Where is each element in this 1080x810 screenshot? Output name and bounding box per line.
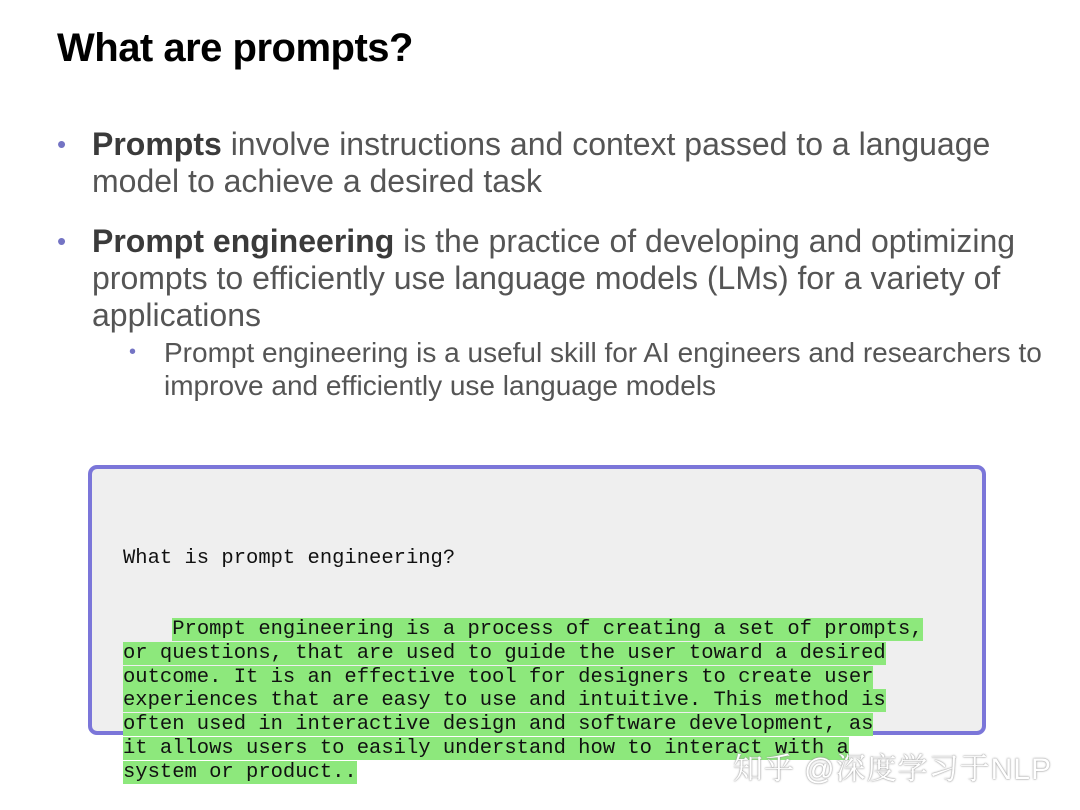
bullet-prompt-engineering <box>57 223 1057 402</box>
answer-line: it allows users to easily understand how to interact with a <box>123 736 849 760</box>
bullet-term: Prompt engineering <box>92 223 395 259</box>
slide-title: What are prompts? <box>57 26 413 70</box>
bullet-text: involve instructions and context passed to a language model to achieve a desired task <box>92 126 991 199</box>
subbullet-text: Prompt engineering is a useful skill for AI engineers and researchers to improve and efficiently use language models <box>164 337 1042 401</box>
watermark: 知乎 @深度学习于NLP <box>732 753 1052 786</box>
subbullet-skill <box>129 336 1057 402</box>
answer-line: system or product.. <box>123 760 357 784</box>
subbullet-dot-icon: • <box>129 341 137 363</box>
bullet-dot-icon: • <box>57 226 67 256</box>
bullet-term: Prompts <box>92 126 222 162</box>
bullet-list <box>57 126 1057 425</box>
example-question: What is prompt engineering? <box>123 546 456 570</box>
answer-line: often used in interactive design and software development, as <box>123 713 874 737</box>
bullet-prompts <box>57 126 1057 200</box>
answer-line: Prompt engineering is a process of creating a set of prompts, <box>172 617 923 641</box>
bullet-text: is the practice of developing and optimizing prompts to efficiently use language models (LMs) for a variety of applications <box>92 223 1016 333</box>
answer-line: outcome. It is an effective tool for designers to create user <box>123 665 874 689</box>
answer-line: experiences that are easy to use and intuitive. This method is <box>123 689 886 713</box>
bullet-dot-icon: • <box>57 129 67 159</box>
answer-line: or questions, that are used to guide the user toward a desired <box>123 641 886 665</box>
